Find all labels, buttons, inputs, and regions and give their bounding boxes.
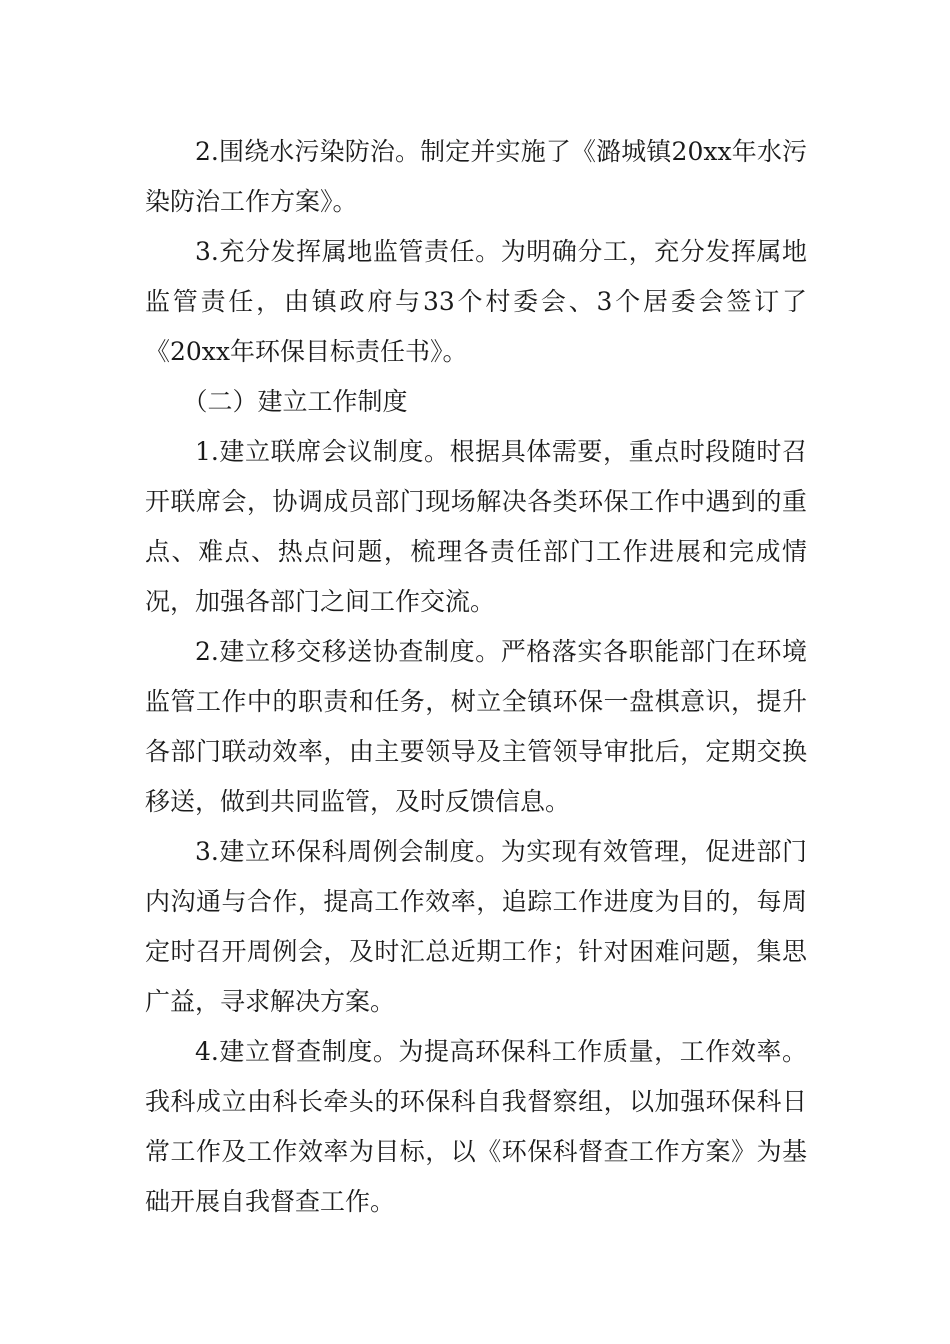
paragraph-joint-meeting-system: 1.建立联席会议制度。根据具体需要，重点时段随时召开联席会，协调成员部门现场解决各类环保工作中遇到的重点、难点、热点问题，梳理各责任部门工作进展和完成情况，加强各部门之间工作交流。 xyxy=(145,437,807,616)
paragraph-water-pollution: 2.围绕水污染防治。制定并实施了《潞城镇20xx年水污染防治工作方案》。 xyxy=(145,137,807,216)
paragraph-weekly-meeting-system: 3.建立环保科周例会制度。为实现有效管理，促进部门内沟通与合作，提高工作效率，追踪工作进度为目的，每周定时召开周例会，及时汇总近期工作；针对困难问题，集思广益，寻求解决方案。 xyxy=(145,837,807,1016)
paragraph-territorial-supervision: 3.充分发挥属地监管责任。为明确分工，充分发挥属地监管责任，由镇政府与33个村委会、3个居委会签订了《20xx年环保目标责任书》。 xyxy=(145,237,807,366)
paragraph-inspection-system: 4.建立督查制度。为提高环保科工作质量，工作效率。我科成立由科长牵头的环保科自我督察组，以加强环保科日常工作及工作效率为目标，以《环保科督查工作方案》为基础开展自我督查工作。 xyxy=(145,1037,807,1216)
paragraph-transfer-investigation-system: 2.建立移交移送协查制度。严格落实各职能部门在环境监管工作中的职责和任务，树立全镇环保一盘棋意识，提升各部门联动效率，由主要领导及主管领导审批后，定期交换移送，做到共同监管，及时反馈信息。 xyxy=(145,637,807,816)
section-heading-work-system: （二）建立工作制度 xyxy=(182,387,408,416)
document-body xyxy=(145,127,807,1227)
